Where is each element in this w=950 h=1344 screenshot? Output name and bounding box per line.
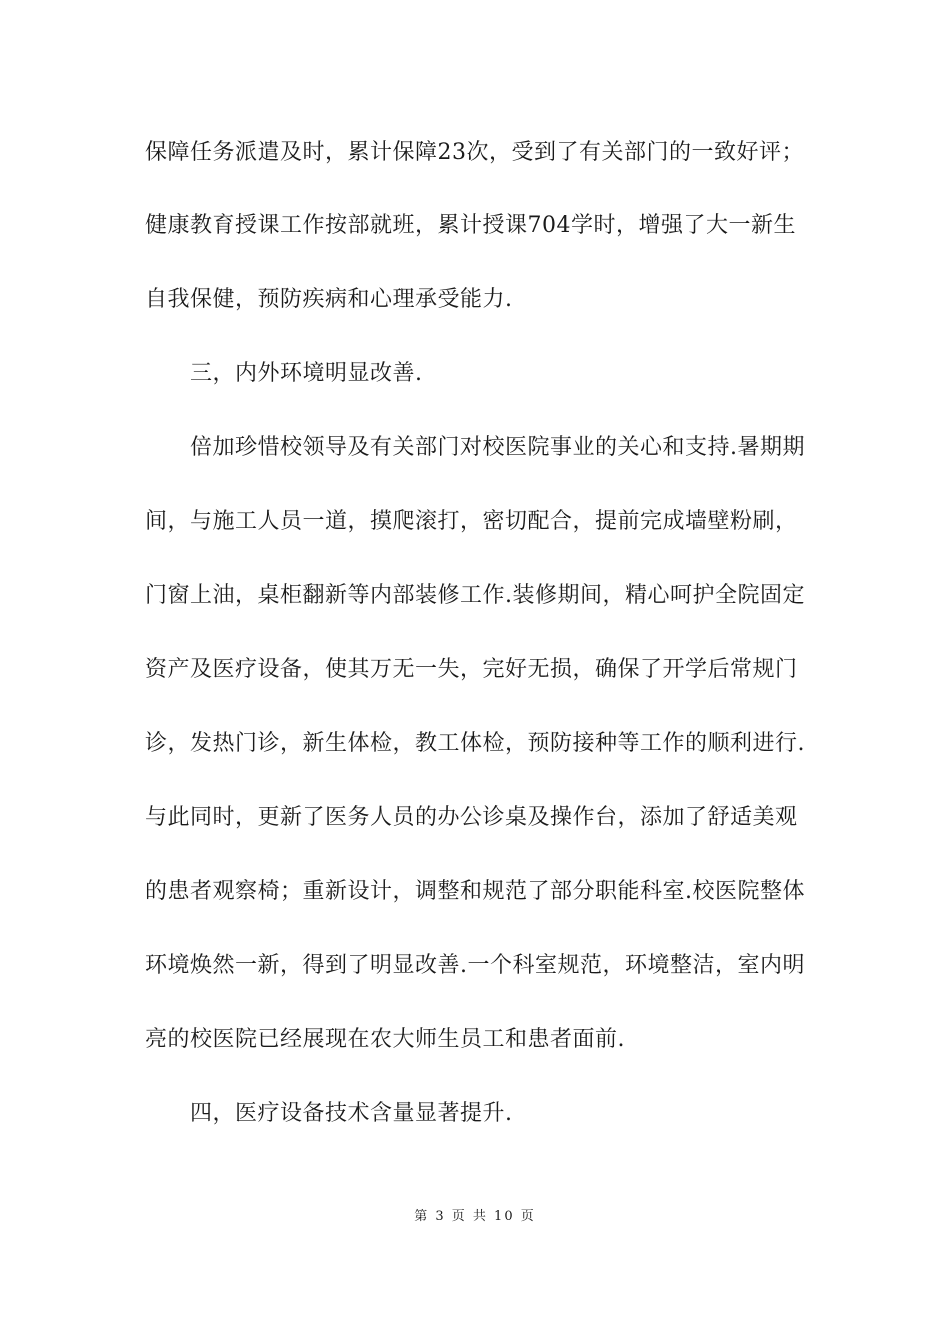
text-line: 自我保健，预防疾病和心理承受能力. — [145, 287, 513, 312]
text-line: 与此同时，更新了医务人员的办公诊桌及操作台，添加了舒适美观 — [145, 805, 798, 830]
text-line: 亮的校医院已经展现在农大师生员工和患者面前. — [145, 1027, 625, 1052]
text-line: 的患者观察椅；重新设计，调整和规范了部分职能科室.校医院整体 — [145, 879, 805, 904]
text-line: 倍加珍惜校领导及有关部门对校医院事业的关心和支持.暑期期 — [190, 435, 805, 460]
section-heading: 三，内外环境明显改善. — [190, 361, 423, 386]
text-line: 间，与施工人员一道，摸爬滚打，密切配合，提前完成墙壁粉刷， — [145, 509, 798, 534]
text-line: 诊，发热门诊，新生体检，教工体检，预防接种等工作的顺利进行. — [145, 731, 805, 756]
page-number-footer: 第 3 页 共 10 页 — [414, 1209, 536, 1224]
text-line: 门窗上油，桌柜翻新等内部装修工作.装修期间，精心呵护全院固定 — [145, 583, 805, 608]
text-line: 健康教育授课工作按部就班，累计授课704学时，增强了大一新生 — [145, 213, 796, 238]
text-line: 环境焕然一新，得到了明显改善.一个科室规范，环境整洁，室内明 — [145, 953, 805, 978]
section-heading: 四，医疗设备技术含量显著提升. — [190, 1101, 513, 1126]
text-line: 保障任务派遣及时，累计保障23次，受到了有关部门的一致好评； — [145, 140, 804, 165]
text-line: 资产及医疗设备，使其万无一失，完好无损，确保了开学后常规门 — [145, 657, 798, 682]
